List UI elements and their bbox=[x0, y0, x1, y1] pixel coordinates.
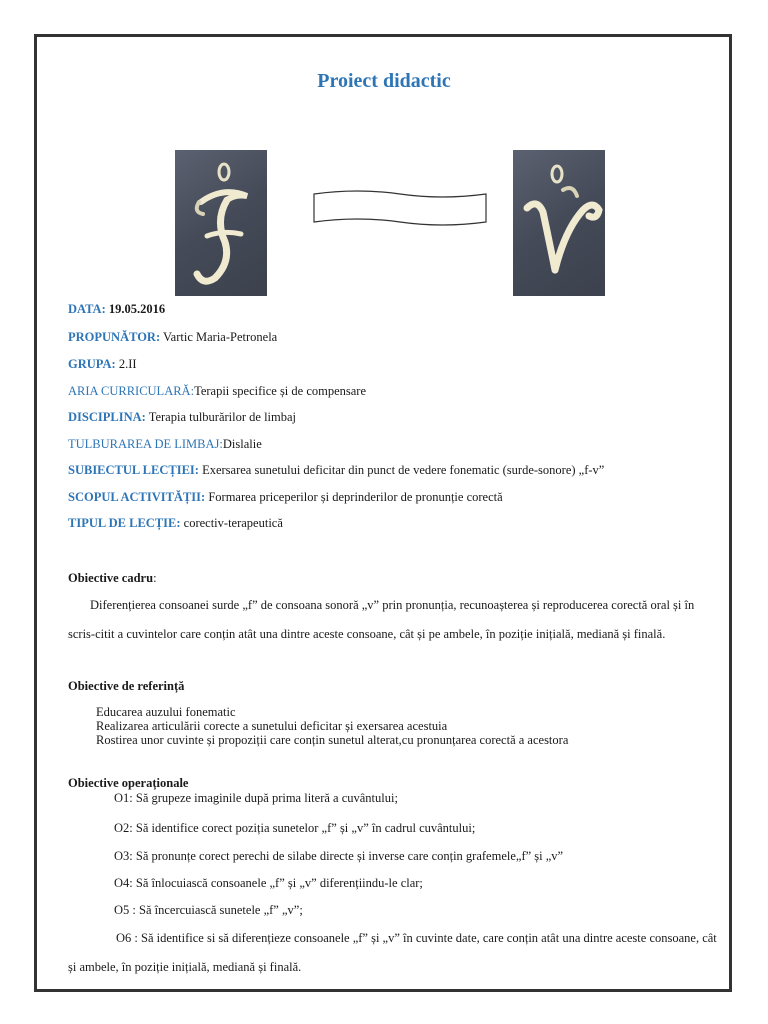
field-propunator bbox=[68, 330, 277, 345]
field-grupa-label: GRUPA: bbox=[68, 357, 116, 371]
field-subiectul-value: Exersarea sunetului deficitar din punct de vedere fonematic (surde-sonore) „f-v” bbox=[198, 463, 605, 477]
operational-item-6-text: O6 : Să identifice si să diferențieze consoanele „f” și „v” în cuvinte date, care conțin atât una dintre aceste consoane, cât și ambele, în poziție inițială, mediană și finală. bbox=[68, 931, 717, 974]
banner-shape bbox=[310, 186, 490, 230]
field-aria bbox=[68, 384, 366, 399]
field-subiectul bbox=[68, 463, 604, 478]
referinta-item: Educarea auzului fonematic bbox=[96, 705, 236, 719]
field-tulburarea-value: Dislalie bbox=[222, 437, 262, 451]
obiective-cadru-text bbox=[68, 591, 724, 649]
field-scopul bbox=[68, 490, 503, 505]
page-title: Proiect didactic bbox=[317, 70, 451, 92]
operational-item: O5 : Să încercuiască sunetele „f” „v”; bbox=[114, 903, 303, 917]
field-tulburarea-label: TULBURAREA DE LIMBAJ: bbox=[68, 437, 223, 451]
operational-item: O2: Să identifice corect poziția sunetelor „f” și „v” în cadrul cuvântului; bbox=[114, 821, 476, 835]
operational-item: O3: Să pronunțe corect perechi de silabe directe și inverse care conțin grafemele„f” și „v” bbox=[114, 849, 564, 863]
obiective-cadru-heading bbox=[68, 571, 157, 586]
obiective-operationale-heading: Obiective operaționale bbox=[68, 776, 189, 790]
field-tipul-value: corectiv-terapeutică bbox=[180, 516, 283, 530]
field-data-label: DATA: bbox=[68, 302, 106, 316]
letter-f-pendant-icon bbox=[175, 150, 267, 296]
field-tulburarea bbox=[68, 437, 262, 452]
field-subiectul-label: SUBIECTUL LECȚIEI: bbox=[68, 463, 199, 477]
obiective-cadru-heading-text: Obiective cadru bbox=[68, 571, 154, 585]
field-data bbox=[68, 302, 165, 317]
field-tipul bbox=[68, 516, 283, 531]
referinta-item: Realizarea articulării corecte a sunetului deficitar și exersarea acestuia bbox=[96, 719, 448, 733]
field-aria-value: Terapii specifice și de compensare bbox=[194, 384, 367, 398]
field-aria-label: ARIA CURRICULARĂ: bbox=[68, 384, 195, 398]
field-tipul-label: TIPUL DE LECȚIE: bbox=[68, 516, 181, 530]
obiective-cadru-colon: : bbox=[153, 571, 157, 585]
pendant-f-image bbox=[175, 150, 267, 296]
obiective-referinta-heading: Obiective de referință bbox=[68, 679, 185, 693]
obiective-cadru-text-content: Diferențierea consoanei surde „f” de consoana sonoră „v” prin pronunția, recunoașterea și reproducerea corectă oral și în scris-citit a cuvintelor care conțin atât una dintre aceste consoane, cât și pe ambele, în poziție inițială, mediană și finală. bbox=[68, 598, 695, 641]
field-grupa-value: 2.II bbox=[115, 357, 137, 371]
field-propunator-label: PROPUNĂTOR: bbox=[68, 330, 161, 344]
field-data-value: 19.05.2016 bbox=[108, 302, 166, 316]
field-scopul-label: SCOPUL ACTIVITĂȚII: bbox=[68, 490, 206, 504]
referinta-item: Rostirea unor cuvinte și propoziții care conțin sunetul alterat,cu pronunțarea corectă a acestora bbox=[96, 733, 569, 747]
field-disciplina bbox=[68, 410, 296, 425]
field-disciplina-value: Terapia tulburărilor de limbaj bbox=[145, 410, 297, 424]
pendant-v-image bbox=[513, 150, 605, 296]
operational-item: O4: Să înlocuiască consoanele „f” și „v” diferențiindu-le clar; bbox=[114, 876, 423, 890]
operational-item: O1: Să grupeze imaginile după prima literă a cuvântului; bbox=[114, 791, 398, 805]
field-scopul-value: Formarea priceperilor și deprinderilor de pronunție corectă bbox=[205, 490, 503, 504]
field-grupa bbox=[68, 357, 137, 372]
field-disciplina-label: DISCIPLINA: bbox=[68, 410, 146, 424]
letter-v-pendant-icon bbox=[513, 150, 605, 296]
operational-item-wrapped bbox=[68, 924, 724, 982]
field-propunator-value: Vartic Maria-Petronela bbox=[160, 330, 278, 344]
